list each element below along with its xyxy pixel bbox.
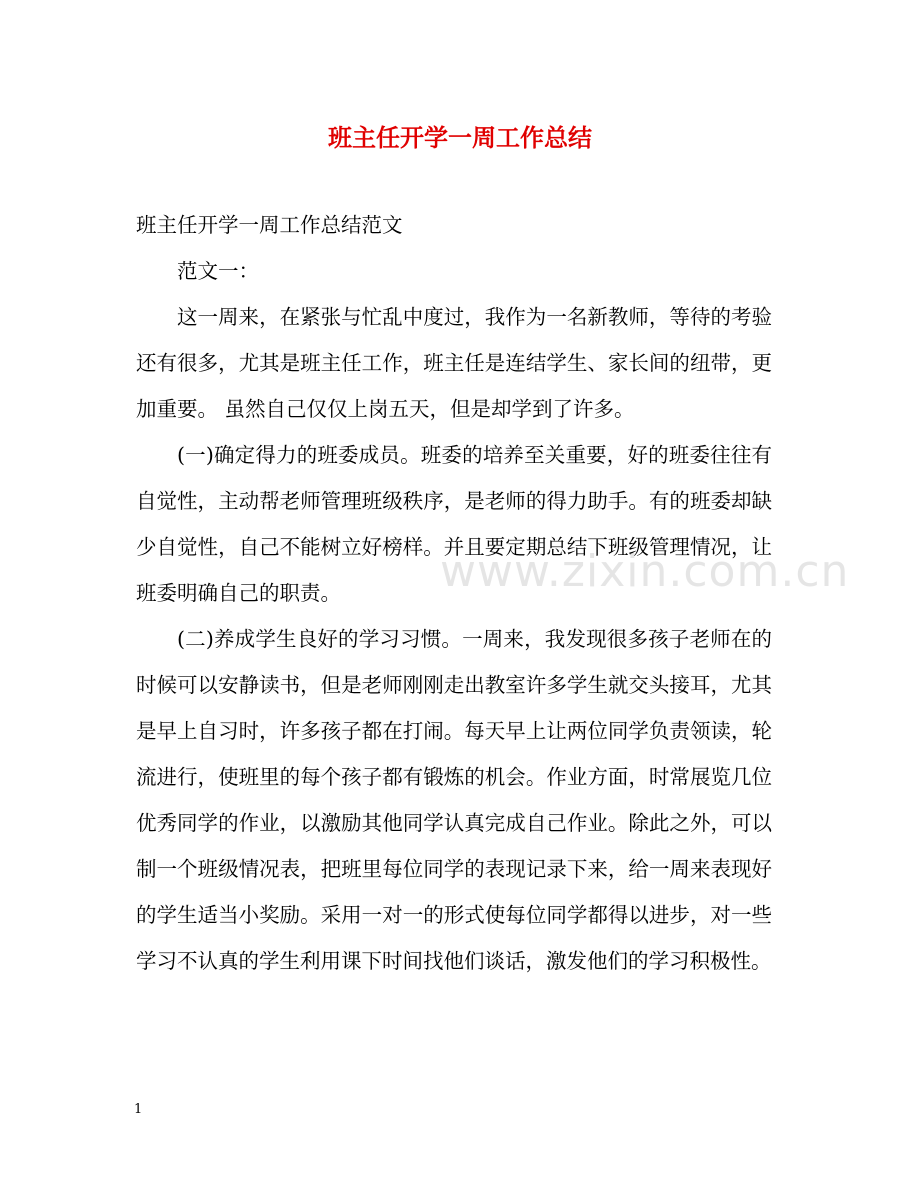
watermark: www.zixin.com.cn — [440, 546, 850, 597]
document-subtitle: 班主任开学一周工作总结范文 — [136, 213, 403, 237]
paragraph: (一)确定得力的班委成员。班委的培养至关重要，好的班委往往有自觉性，主动帮老师管理班级秩序，是老师的得力助手。有的班委却缺少自觉性，自己不能树立好榜样。并且要定期总结下班级管理情况，让班委明确自己的职责。 — [136, 443, 772, 605]
paragraph: 这一周来，在紧张与忙乱中度过，我作为一名新教师，等待的考验还有很多，尤其是班主任工作，班主任是连结学生、家长间的纽带，更加重要。 虽然自己仅仅上岗五天，但是却学到了许多。 — [136, 305, 772, 421]
page-number: 1 — [134, 1102, 143, 1117]
paragraph: (二)养成学生良好的学习习惯。一周来，我发现很多孩子老师在的时候可以安静读书，但是老师刚刚走出教室许多学生就交头接耳，尤其是早上自习时，许多孩子都在打闹。每天早上让两位同学负责领读，轮流进行，使班里的每个孩子都有锻炼的机会。作业方面，时常展览几位优秀同学的作业，以激励其他同学认真完成自己作业。除此之外，可以制一个班级情况表，把班里每位同学的表现记录下来，给一周来表现好的学生适当小奖励。采用一对一的形式使每位同学都得以进步，对一些学习不认真的学生利用课下时间找他们谈话，激发他们的学习积极性。 — [136, 627, 772, 973]
paragraph: 范文一： — [177, 259, 259, 283]
document-title: 班主任开学一周工作总结 — [328, 123, 592, 152]
